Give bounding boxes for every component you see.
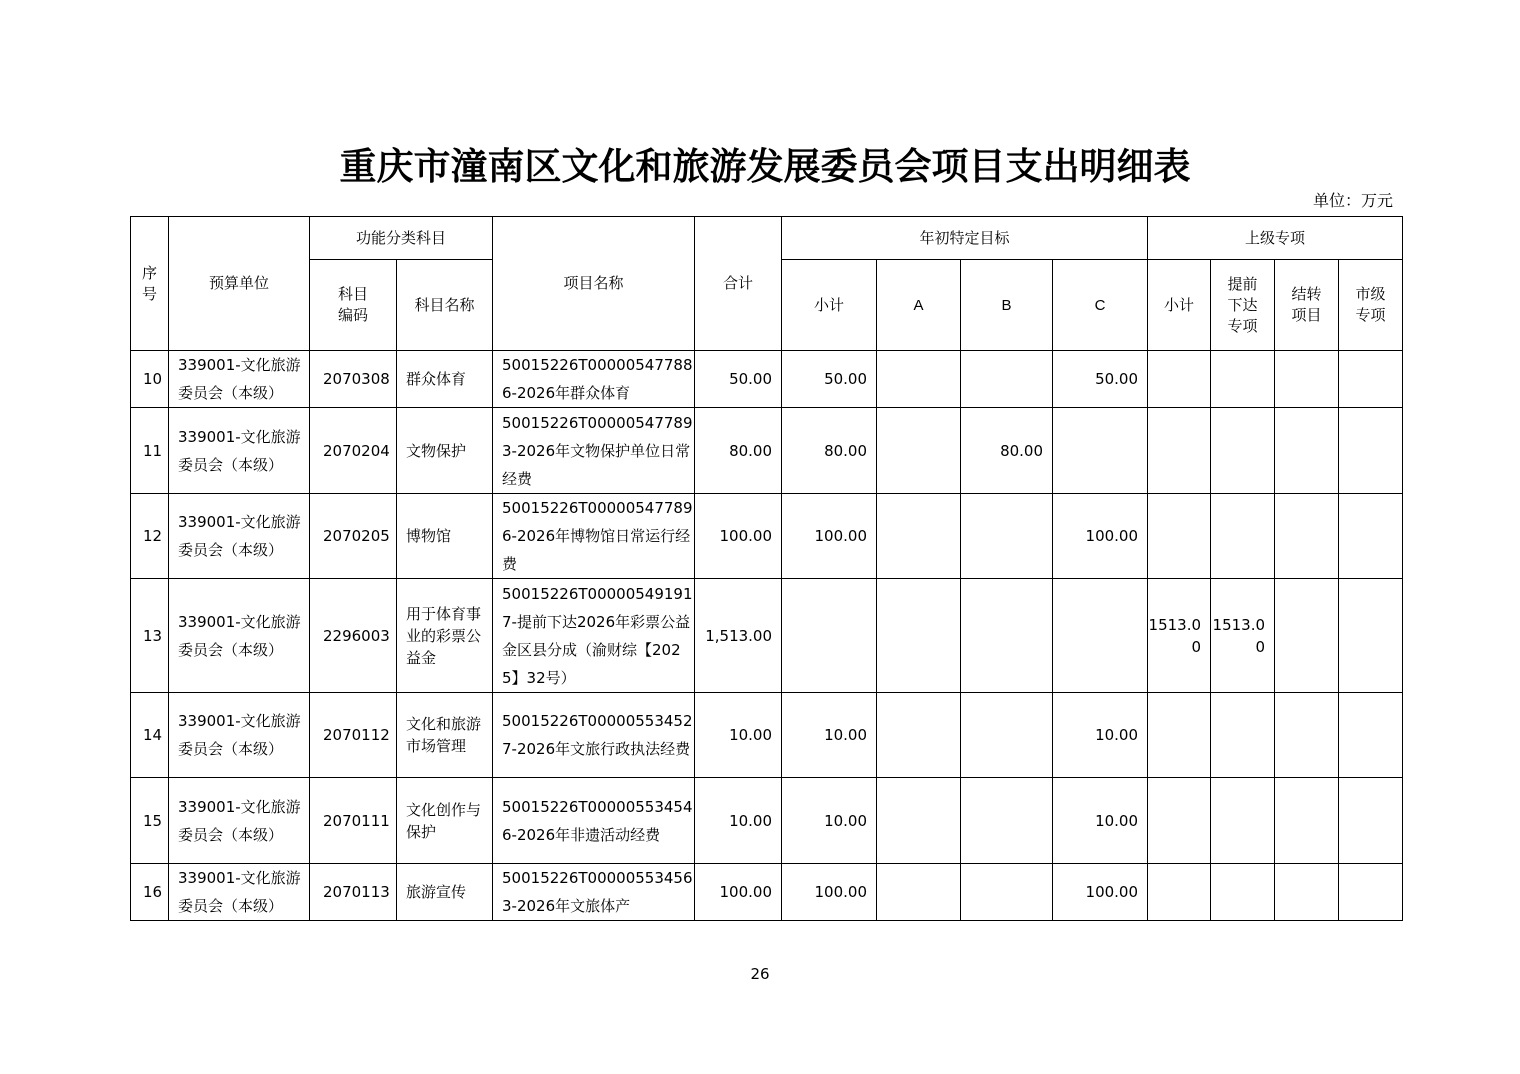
header-upper-group: 上级专项 <box>1148 217 1403 260</box>
total-cell: 100.00 <box>695 864 782 921</box>
col-c-cell <box>1053 408 1148 494</box>
city-cell <box>1339 693 1403 778</box>
col-c-cell: 10.00 <box>1053 778 1148 864</box>
seq-cell: 15 <box>131 778 169 864</box>
subject-name-cell: 文化创作与保护 <box>397 778 493 864</box>
header-subject-name: 科目名称 <box>397 260 493 351</box>
col-a-cell <box>877 778 961 864</box>
project-name-cell: 50015226T000005491917-提前下达2026年彩票公益金区县分成（渝财综【2025】32号） <box>493 579 695 693</box>
table-row <box>131 351 1403 408</box>
upper-subtotal-cell <box>1148 351 1211 408</box>
carryover-cell <box>1275 494 1339 579</box>
col-c-cell: 50.00 <box>1053 351 1148 408</box>
header-target-group: 年初特定目标 <box>782 217 1148 260</box>
header-subject-code: 科目编码 <box>310 260 397 351</box>
subject-code-cell: 2070308 <box>310 351 397 408</box>
subject-code-cell: 2070204 <box>310 408 397 494</box>
subject-code-cell: 2296003 <box>310 579 397 693</box>
total-cell: 50.00 <box>695 351 782 408</box>
col-c-cell: 100.00 <box>1053 494 1148 579</box>
col-b-cell: 80.00 <box>961 408 1053 494</box>
header-advance: 提前下达专项 <box>1211 260 1275 351</box>
header-upper-subtotal: 小计 <box>1148 260 1211 351</box>
advance-cell <box>1211 864 1275 921</box>
budget-unit-cell: 339001-文化旅游委员会（本级） <box>169 494 310 579</box>
col-b-cell <box>961 778 1053 864</box>
advance-cell: 1513.00 <box>1211 579 1275 693</box>
project-name-cell: 50015226T000005477886-2026年群众体育 <box>493 351 695 408</box>
project-name-cell: 50015226T000005477896-2026年博物馆日常运行经费 <box>493 494 695 579</box>
target-subtotal-cell: 100.00 <box>782 864 877 921</box>
header-budget-unit: 预算单位 <box>169 217 310 351</box>
page-number: 26 <box>750 965 770 983</box>
upper-subtotal-cell <box>1148 408 1211 494</box>
seq-cell: 10 <box>131 351 169 408</box>
col-a-cell <box>877 693 961 778</box>
unit-label: 单位：万元 <box>1312 191 1393 210</box>
total-cell: 1,513.00 <box>695 579 782 693</box>
total-cell: 10.00 <box>695 693 782 778</box>
page-title: 重庆市潼南区文化和旅游发展委员会项目支出明细表 <box>339 144 1191 188</box>
seq-cell: 13 <box>131 579 169 693</box>
subject-name-cell: 用于体育事业的彩票公益金 <box>397 579 493 693</box>
header-col-c: C <box>1053 260 1148 351</box>
target-subtotal-cell: 10.00 <box>782 778 877 864</box>
carryover-cell <box>1275 579 1339 693</box>
advance-cell <box>1211 408 1275 494</box>
subject-code-cell: 2070111 <box>310 778 397 864</box>
budget-unit-cell: 339001-文化旅游委员会（本级） <box>169 351 310 408</box>
header-city: 市级专项 <box>1339 260 1403 351</box>
subject-name-cell: 群众体育 <box>397 351 493 408</box>
col-a-cell <box>877 494 961 579</box>
header-col-a: A <box>877 260 961 351</box>
header-col-b: B <box>961 260 1053 351</box>
col-a-cell <box>877 579 961 693</box>
col-c-cell <box>1053 579 1148 693</box>
upper-subtotal-cell <box>1148 864 1211 921</box>
header-project-name: 项目名称 <box>493 217 695 351</box>
budget-unit-cell: 339001-文化旅游委员会（本级） <box>169 693 310 778</box>
project-name-cell: 50015226T000005534563-2026年文旅体产 <box>493 864 695 921</box>
col-b-cell <box>961 494 1053 579</box>
seq-cell: 16 <box>131 864 169 921</box>
project-name-cell: 50015226T000005534527-2026年文旅行政执法经费 <box>493 693 695 778</box>
upper-subtotal-cell: 1513.00 <box>1148 579 1211 693</box>
subject-name-cell: 文物保护 <box>397 408 493 494</box>
target-subtotal-cell <box>782 579 877 693</box>
header-total: 合计 <box>695 217 782 351</box>
col-a-cell <box>877 408 961 494</box>
table-row <box>131 864 1403 921</box>
col-b-cell <box>961 693 1053 778</box>
col-a-cell <box>877 864 961 921</box>
advance-cell <box>1211 778 1275 864</box>
seq-cell: 12 <box>131 494 169 579</box>
target-subtotal-cell: 100.00 <box>782 494 877 579</box>
subject-name-cell: 旅游宣传 <box>397 864 493 921</box>
table-row <box>131 778 1403 864</box>
col-c-cell: 10.00 <box>1053 693 1148 778</box>
project-name-cell: 50015226T000005534546-2026年非遗活动经费 <box>493 778 695 864</box>
subject-name-cell: 文化和旅游市场管理 <box>397 693 493 778</box>
advance-cell <box>1211 351 1275 408</box>
carryover-cell <box>1275 693 1339 778</box>
table-row <box>131 494 1403 579</box>
table-row <box>131 579 1403 693</box>
advance-cell <box>1211 693 1275 778</box>
city-cell <box>1339 351 1403 408</box>
subject-code-cell: 2070113 <box>310 864 397 921</box>
city-cell <box>1339 408 1403 494</box>
col-b-cell <box>961 579 1053 693</box>
total-cell: 100.00 <box>695 494 782 579</box>
budget-unit-cell: 339001-文化旅游委员会（本级） <box>169 778 310 864</box>
col-a-cell <box>877 351 961 408</box>
target-subtotal-cell: 50.00 <box>782 351 877 408</box>
total-cell: 80.00 <box>695 408 782 494</box>
city-cell <box>1339 494 1403 579</box>
seq-cell: 14 <box>131 693 169 778</box>
city-cell <box>1339 579 1403 693</box>
subject-code-cell: 2070112 <box>310 693 397 778</box>
city-cell <box>1339 778 1403 864</box>
budget-unit-cell: 339001-文化旅游委员会（本级） <box>169 579 310 693</box>
target-subtotal-cell: 80.00 <box>782 408 877 494</box>
table-row <box>131 693 1403 778</box>
col-c-cell: 100.00 <box>1053 864 1148 921</box>
city-cell <box>1339 864 1403 921</box>
carryover-cell <box>1275 864 1339 921</box>
table-row <box>131 408 1403 494</box>
header-seq: 序号 <box>131 217 169 351</box>
header-carryover: 结转项目 <box>1275 260 1339 351</box>
upper-subtotal-cell <box>1148 494 1211 579</box>
subject-name-cell: 博物馆 <box>397 494 493 579</box>
carryover-cell <box>1275 351 1339 408</box>
budget-unit-cell: 339001-文化旅游委员会（本级） <box>169 864 310 921</box>
budget-unit-cell: 339001-文化旅游委员会（本级） <box>169 408 310 494</box>
upper-subtotal-cell <box>1148 778 1211 864</box>
carryover-cell <box>1275 778 1339 864</box>
header-target-subtotal: 小计 <box>782 260 877 351</box>
total-cell: 10.00 <box>695 778 782 864</box>
header-func-group: 功能分类科目 <box>310 217 493 260</box>
project-name-cell: 50015226T000005477893-2026年文物保护单位日常经费 <box>493 408 695 494</box>
advance-cell <box>1211 494 1275 579</box>
col-b-cell <box>961 864 1053 921</box>
subject-code-cell: 2070205 <box>310 494 397 579</box>
seq-cell: 11 <box>131 408 169 494</box>
expenditure-table <box>130 216 1403 921</box>
upper-subtotal-cell <box>1148 693 1211 778</box>
carryover-cell <box>1275 408 1339 494</box>
target-subtotal-cell: 10.00 <box>782 693 877 778</box>
col-b-cell <box>961 351 1053 408</box>
